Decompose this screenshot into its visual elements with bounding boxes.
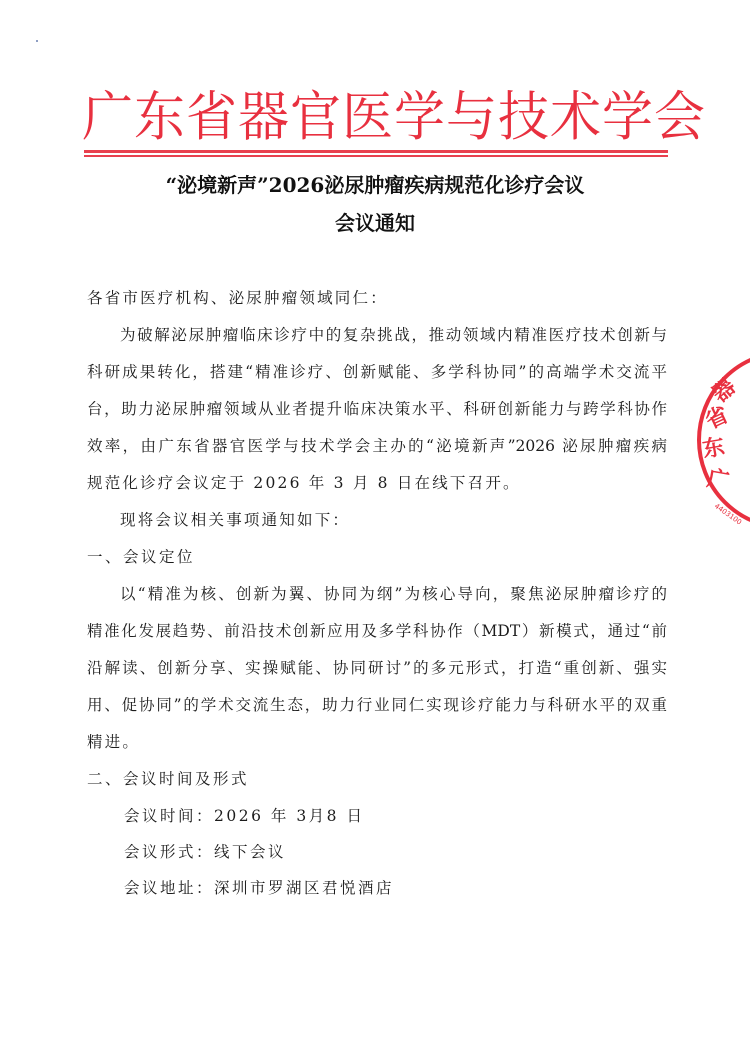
svg-text:4403100: 4403100	[712, 502, 743, 527]
section-line: 沿解读、创新分享、实操赋能、协同研讨”的多元形式，打造“重创新、强实	[87, 659, 667, 677]
section-line: 以“精准为核、创新为翼、协同为纲”为核心导向，聚焦泌尿肿瘤诊疗的	[120, 585, 667, 603]
detail-label: 会议时间：	[124, 807, 215, 825]
intro-line: 台，助力泌尿肿瘤领域从业者提升临床决策水平、科研创新能力与跨学科协作	[87, 400, 667, 418]
document-title: “泌境新声”2026泌尿肿瘤疾病规范化诊疗会议	[165, 173, 585, 197]
document-subtitle: 会议通知	[335, 211, 415, 235]
section-heading-time-format: 二、会议时间及形式	[87, 770, 250, 788]
section-line: 精进。	[87, 733, 141, 751]
salutation: 各省市医疗机构、泌尿肿瘤领域同仁：	[87, 289, 388, 307]
letterhead-title: 广东省器官医学与技术学会	[82, 86, 707, 149]
letterhead-rule-thin	[84, 155, 668, 157]
intro-line: 效率，由广东省器官医学与技术学会主办的“泌境新声”2026 泌尿肿瘤疾病	[87, 437, 667, 455]
scan-speck	[36, 40, 38, 42]
intro-line: 规范化诊疗会议定于 2026 年 3 月 8 日在线下召开。	[87, 474, 521, 492]
detail-value: 2026 年 3月8 日	[214, 807, 365, 825]
letterhead-rule-thick	[84, 150, 668, 153]
svg-text:广: 广	[704, 465, 732, 495]
section-heading-positioning: 一、会议定位	[87, 548, 196, 566]
detail-meeting-address	[87, 877, 667, 913]
section-line: 精准化发展趋势、前沿技术创新应用及多学科协作（MDT）新模式，通过“前	[87, 622, 667, 640]
detail-value: 深圳市罗湖区君悦酒店	[214, 879, 395, 897]
intro-line: 科研成果转化，搭建“精准诊疗、创新赋能、多学科协同”的高端学术交流平	[87, 363, 667, 381]
intro-line: 为破解泌尿肿瘤临床诊疗中的复杂挑战，推动领域内精准医疗技术创新与	[120, 326, 667, 344]
notice-lead: 现将会议相关事项通知如下：	[120, 511, 351, 529]
detail-label: 会议形式：	[124, 843, 215, 861]
document-body	[87, 287, 667, 913]
detail-label: 会议地址：	[124, 879, 215, 897]
official-seal-icon	[692, 345, 750, 535]
svg-text:器: 器	[707, 373, 741, 408]
section-line: 用、促协同”的学术交流生态，助力行业同仁实现诊疗能力与科研水平的双重	[87, 696, 667, 714]
detail-meeting-format	[87, 841, 667, 877]
svg-text:东: 东	[700, 433, 727, 463]
detail-meeting-time	[87, 805, 667, 841]
detail-value: 线下会议	[214, 843, 287, 861]
svg-text:省: 省	[701, 401, 733, 435]
